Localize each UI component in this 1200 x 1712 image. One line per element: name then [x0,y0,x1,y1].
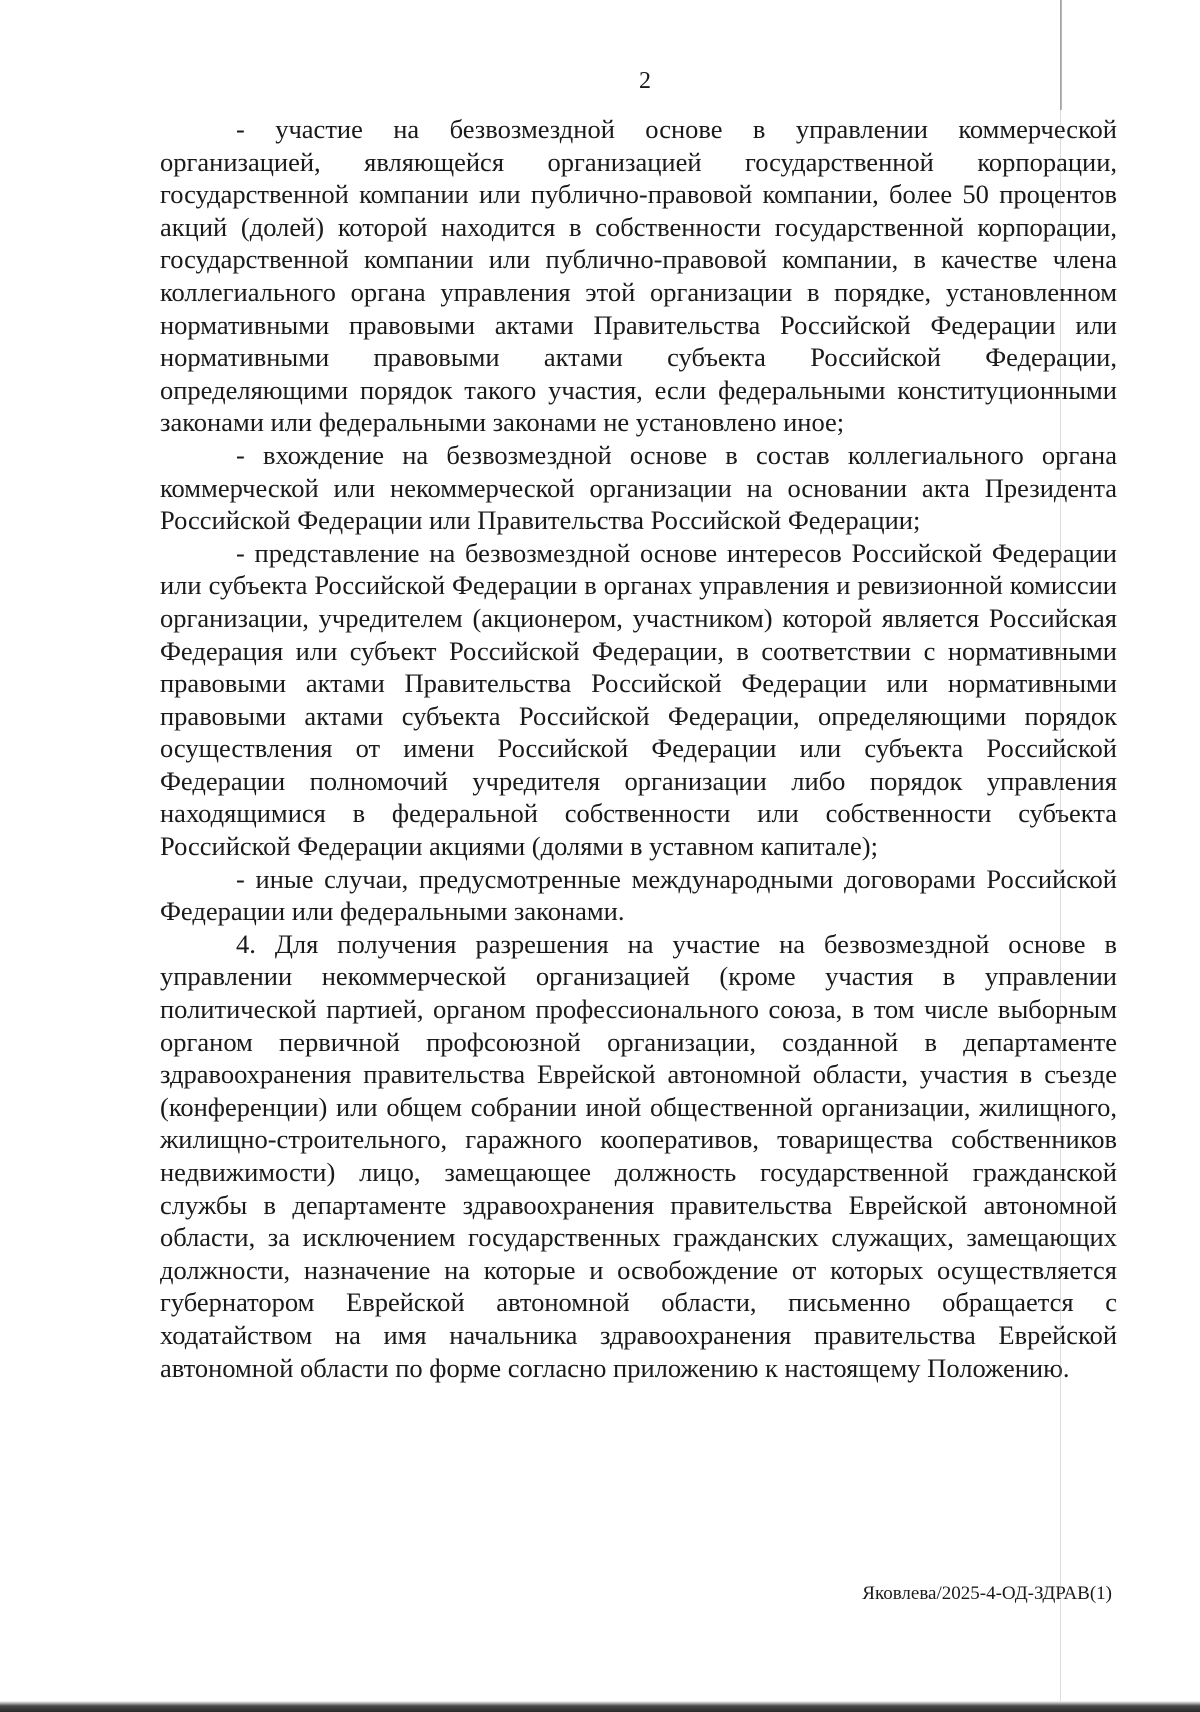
paragraph-4: - иные случаи, предусмотренные международными договорами Российской Федерации или федеральными законами. [160,863,1117,927]
paragraph-3: - представление на безвозмездной основе интересов Российской Федерации или субъекта Российской Федерации в органах управления и ревизионной комиссии организации, учредителем (акционером, участником) которой является Российская Федерация или субъект Российской Федерации, в соответствии с нормативными правовыми актами Правительства Российской Федерации или нормативными правовыми актами субъекта Российской Федерации, определяющими порядок осуществления от имени Российской Федерации или субъекта Российской Федерации полномочий учредителя организации либо порядок управления находящимися в федеральной собственности или собственности субъекта Российской Федерации акциями (долями в уставном капитале); [160,537,1117,862]
scan-edge-line [1060,0,1061,1712]
paragraph-2: - вхождение на безвозмездной основе в состав коллегиального органа коммерческой или некоммерческой организации на основании акта Президента Российской Федерации или Правительства Российской Федерации; [160,439,1117,536]
page-number: 2 [639,68,651,94]
paragraph-5: 4. Для получения разрешения на участие на безвозмездной основе в управлении некоммерческой организацией (кроме участия в управлении политической партией, органом профессионального союза, в том числе выборным органом первичной профсоюзной организации, созданной в департаменте здравоохранения правительства Еврейской автономной области, участия в съезде (конференции) или общем собрании иной общественной организации, жилищного, жилищно-строительного, гаражного кооперативов, товарищества собственников недвижимости) лицо, замещающее должность государственной гражданской службы в департаменте здравоохранения правительства Еврейской автономной области, за исключением государственных гражданских служащих, замещающих должности, назначение на которые и освобождение от которых осуществляется губернатором Еврейской автономной области, письменно обращается с ходатайством на имя начальника здравоохранения правительства Еврейской автономной области по форме согласно приложению к настоящему Положению. [160,928,1117,1383]
paragraph-1: - участие на безвозмездной основе в управлении коммерческой организацией, являющейся организацией государственной корпорации, государственной компании или публично-правовой компании, более 50 процентов акций (долей) которой находится в собственности государственной корпорации, государственной компании или публично-правовой компании, в качестве члена коллегиального органа управления этой организации в порядке, установленном нормативными правовыми актами Правительства Российской Федерации или нормативными правовыми актами субъекта Российской Федерации, определяющими порядок такого участия, если федеральными конституционными законами или федеральными законами не установлено иное; [160,114,1117,438]
document-body [160,113,1117,1384]
scan-right-mark [1060,0,1062,110]
scan-bottom-strip [0,1701,1200,1712]
footer-reference: Яковлева/2025-4-ОД-ЗДРАВ(1) [862,1583,1112,1604]
